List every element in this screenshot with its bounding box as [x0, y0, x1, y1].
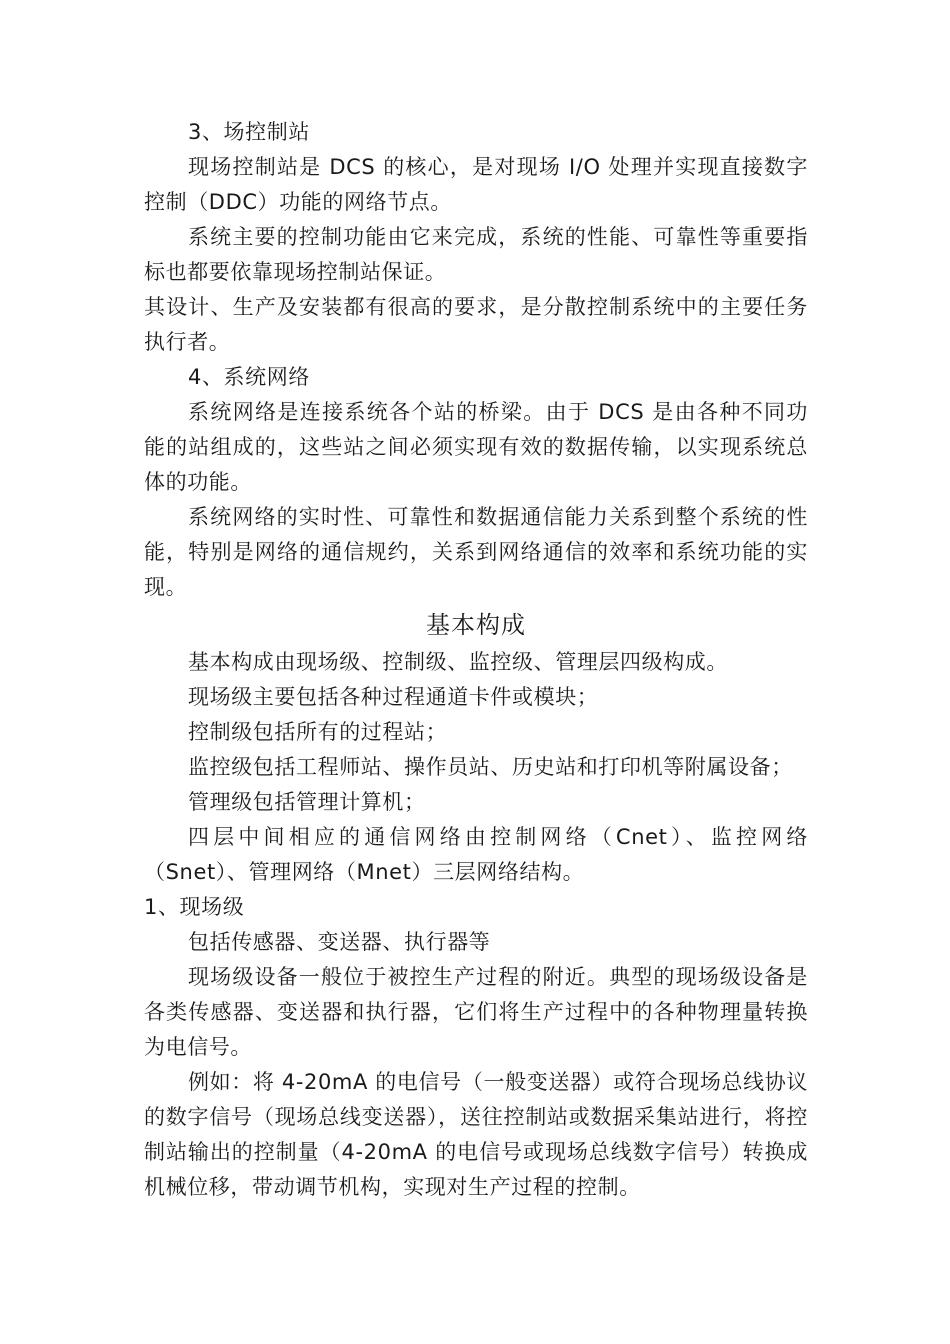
paragraph: 现场级设备一般位于被控生产过程的附近。典型的现场级设备是各类传感器、变送器和执行器，它们将生产过程中的各种物理量转换为电信号。: [144, 965, 808, 1059]
paragraph: 管理级包括管理计算机；: [188, 790, 426, 814]
paragraph: 例如：将 4-20mA 的电信号（一般变送器）或符合现场总线协议的数字信号（现场总线变送器），送往控制站或数据采集站进行，将控制站输出的控制量（4-20mA 的电信号或现场总线数字信号）转换成机械位移，带动调节机构，实现对生产过程的控制。: [144, 1070, 808, 1199]
paragraph: 控制级包括所有的过程站；: [188, 720, 448, 744]
section-title-basic-composition: 基本构成: [426, 611, 526, 639]
paragraph: 系统网络的实时性、可靠性和数据通信能力关系到整个系统的性能，特别是网络的通信规约，关系到网络通信的效率和系统功能的实现。: [144, 505, 808, 599]
paragraph: 基本构成由现场级、控制级、监控级、管理层四级构成。: [188, 650, 728, 674]
paragraph: 其设计、生产及安装都有很高的要求，是分散控制系统中的主要任务执行者。: [144, 295, 808, 354]
paragraph: 现场级主要包括各种过程通道卡件或模块；: [188, 685, 599, 709]
section-heading-field-control-station: 3、场控制站: [188, 120, 310, 144]
document-page: [144, 115, 808, 1205]
paragraph: 四层中间相应的通信网络由控制网络（Cnet）、监控网络（Snet）、管理网络（Mnet）三层网络结构。: [144, 825, 808, 884]
paragraph: 包括传感器、变送器、执行器等: [188, 930, 491, 954]
paragraph: 监控级包括工程师站、操作员站、历史站和打印机等附属设备；: [188, 755, 793, 779]
paragraph: 现场控制站是 DCS 的核心，是对现场 I/O 处理并实现直接数字控制（DDC）功能的网络节点。: [144, 155, 808, 214]
paragraph: 系统主要的控制功能由它来完成，系统的性能、可靠性等重要指标也都要依靠现场控制站保证。: [144, 225, 808, 284]
paragraph: 系统网络是连接系统各个站的桥梁。由于 DCS 是由各种不同功能的站组成的，这些站之间必须实现有效的数据传输，以实现系统总体的功能。: [144, 400, 808, 494]
section-heading-system-network: 4、系统网络: [188, 365, 310, 389]
section-heading-field-level: 1、现场级: [144, 895, 245, 919]
